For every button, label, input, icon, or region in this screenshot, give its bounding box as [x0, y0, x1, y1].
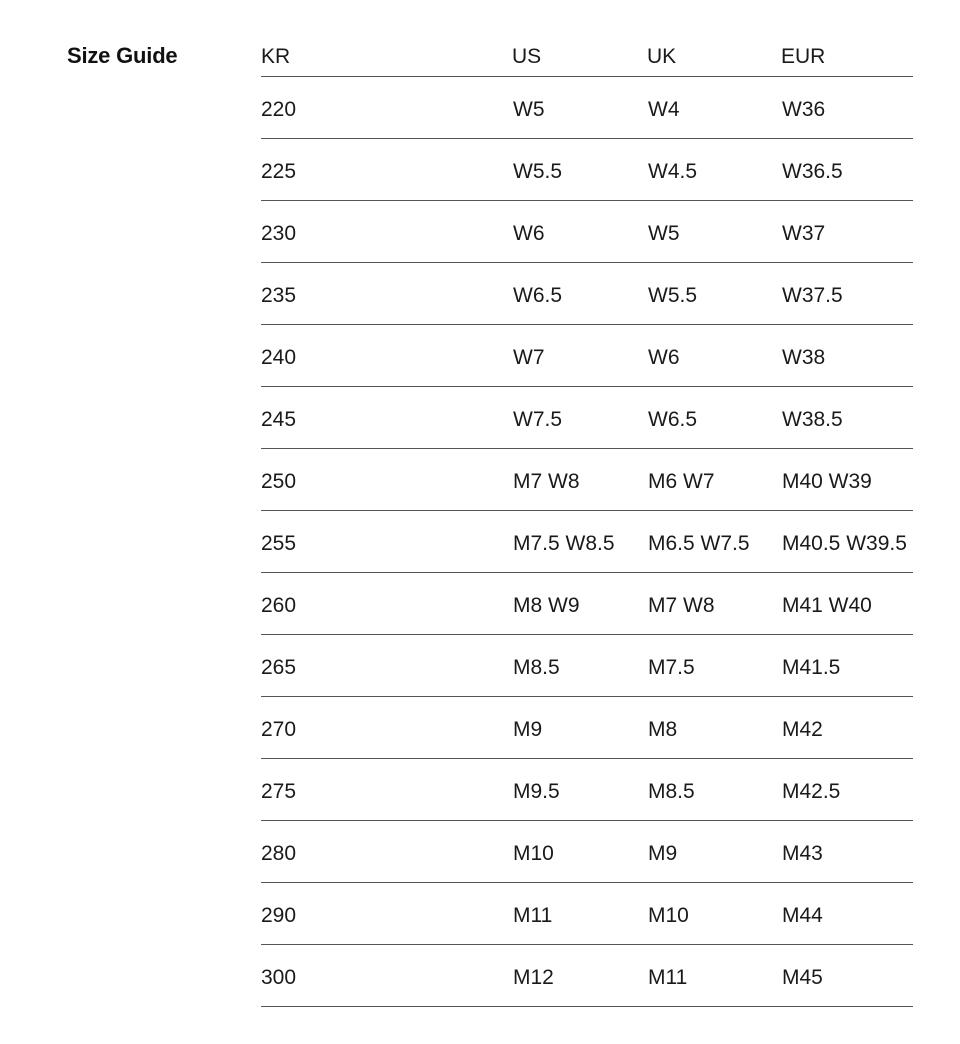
cell-eur: W38.5: [782, 408, 843, 431]
cell-kr: 245: [261, 408, 297, 431]
cell-us: M9: [513, 718, 543, 741]
cell-us: M8.5: [513, 656, 560, 679]
cell-eur: W37.5: [782, 284, 843, 307]
cell-uk: W5: [648, 222, 680, 245]
cell-kr: 220: [261, 98, 297, 121]
cell-us: M9.5: [513, 780, 560, 803]
cell-eur: W37: [782, 222, 826, 245]
table-row: [261, 387, 913, 449]
cell-us: W5.5: [513, 160, 563, 183]
table-row: [261, 449, 913, 511]
table-row: [261, 759, 913, 821]
cell-us: M10: [513, 842, 554, 865]
header-kr: KR: [261, 45, 291, 68]
cell-eur: W36.5: [782, 160, 843, 183]
table-header-row: [261, 40, 913, 77]
cell-uk: M7.5: [648, 656, 695, 679]
cell-uk: M7 W8: [648, 594, 715, 617]
cell-eur: M40.5 W39.5: [782, 532, 907, 555]
cell-uk: W4.5: [648, 160, 698, 183]
table-row: [261, 821, 913, 883]
table-row: [261, 883, 913, 945]
cell-kr: 300: [261, 966, 297, 989]
cell-kr: 235: [261, 284, 297, 307]
cell-kr: 275: [261, 780, 297, 803]
table-row: [261, 945, 913, 1007]
cell-us: W6.5: [513, 284, 563, 307]
cell-kr: 260: [261, 594, 297, 617]
cell-eur: M40 W39: [782, 470, 872, 493]
cell-us: M8 W9: [513, 594, 580, 617]
cell-eur: W38: [782, 346, 826, 369]
header-eur: EUR: [781, 45, 826, 68]
table-row: [261, 697, 913, 759]
cell-us: W6: [513, 222, 545, 245]
cell-us: W7: [513, 346, 545, 369]
cell-uk: M9: [648, 842, 678, 865]
table-row: [261, 139, 913, 201]
cell-uk: W6.5: [648, 408, 698, 431]
cell-uk: W5.5: [648, 284, 698, 307]
cell-uk: M6 W7: [648, 470, 715, 493]
cell-eur: M43: [782, 842, 823, 865]
cell-kr: 230: [261, 222, 297, 245]
table-row: [261, 201, 913, 263]
cell-eur: M45: [782, 966, 823, 989]
cell-uk: M6.5 W7.5: [648, 532, 750, 555]
cell-eur: W36: [782, 98, 826, 121]
page-title: Size Guide: [67, 43, 178, 68]
table-body: [261, 77, 913, 1007]
cell-kr: 255: [261, 532, 297, 555]
cell-us: W7.5: [513, 408, 563, 431]
cell-eur: M44: [782, 904, 823, 927]
cell-kr: 250: [261, 470, 297, 493]
cell-kr: 265: [261, 656, 297, 679]
cell-eur: M41.5: [782, 656, 841, 679]
cell-uk: W4: [648, 98, 680, 121]
table-row: [261, 325, 913, 387]
cell-us: M7.5 W8.5: [513, 532, 615, 555]
table-row: [261, 77, 913, 139]
size-table: [261, 40, 913, 1007]
cell-eur: M42: [782, 718, 823, 741]
cell-eur: M41 W40: [782, 594, 872, 617]
cell-kr: 280: [261, 842, 297, 865]
cell-kr: 270: [261, 718, 297, 741]
cell-kr: 290: [261, 904, 297, 927]
cell-us: M7 W8: [513, 470, 580, 493]
cell-uk: W6: [648, 346, 680, 369]
cell-uk: M8: [648, 718, 678, 741]
cell-uk: M11: [648, 966, 688, 989]
cell-kr: 225: [261, 160, 297, 183]
table-row: [261, 573, 913, 635]
header-uk: UK: [647, 45, 677, 68]
cell-us: M12: [513, 966, 554, 989]
table-row: [261, 511, 913, 573]
cell-us: M11: [513, 904, 553, 927]
header-us: US: [512, 45, 542, 68]
cell-uk: M10: [648, 904, 689, 927]
table-row: [261, 263, 913, 325]
cell-eur: M42.5: [782, 780, 841, 803]
cell-kr: 240: [261, 346, 297, 369]
table-row: [261, 635, 913, 697]
cell-us: W5: [513, 98, 545, 121]
cell-uk: M8.5: [648, 780, 695, 803]
